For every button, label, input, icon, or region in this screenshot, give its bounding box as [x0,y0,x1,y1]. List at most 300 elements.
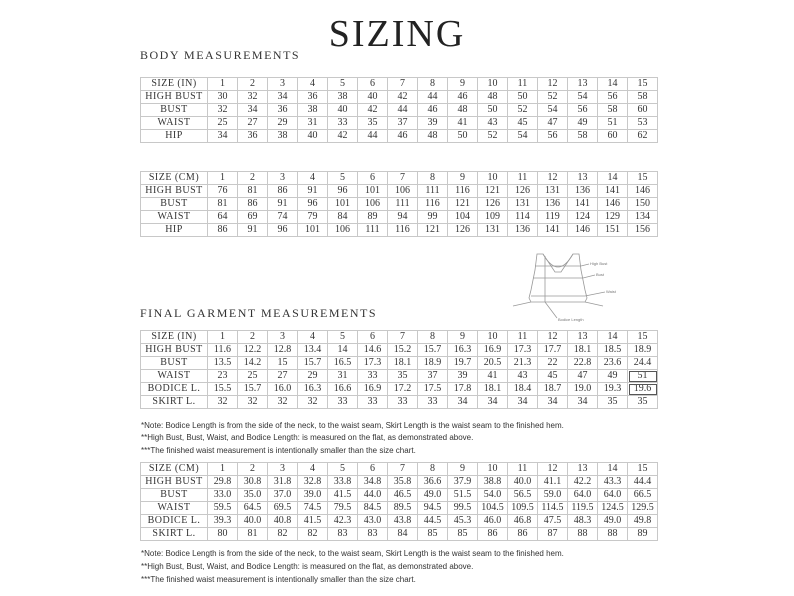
size-header-cell: 1 [208,172,238,185]
value-cell: 39 [448,370,478,383]
size-header-cell: 14 [598,172,628,185]
value-cell: 43.3 [598,476,628,489]
note-flat-measurement-cm: **High Bust, Bust, Waist, and Bodice Length: is measured on the flat, as demonstrated above. [141,562,474,571]
value-cell: 58 [628,91,658,104]
table-row [141,476,658,489]
value-cell: 15 [268,357,298,370]
page-title: SIZING [328,13,466,55]
value-cell: 64.0 [568,489,598,502]
size-header-cell: 12 [538,331,568,344]
value-cell: 116 [448,185,478,198]
value-cell: 15.7 [298,357,328,370]
value-cell: 101 [298,224,328,237]
value-cell: 88 [568,528,598,541]
value-cell: 32 [208,104,238,117]
value-cell: 48.3 [568,515,598,528]
value-cell: 76 [208,185,238,198]
value-cell: 16.6 [328,383,358,396]
value-cell: 52 [478,130,508,143]
value-cell: 37.9 [448,476,478,489]
value-cell: 36 [238,130,268,143]
final-garment-inches-table [140,330,658,409]
value-cell: 32 [208,396,238,409]
value-cell: 39.0 [298,489,328,502]
value-cell: 62 [628,130,658,143]
value-cell: 85 [448,528,478,541]
value-cell: 35 [598,396,628,409]
size-header-cell: 8 [418,172,448,185]
value-cell: 83 [358,528,388,541]
value-cell: 15.2 [388,344,418,357]
value-cell: 69 [238,211,268,224]
size-header-cell: 2 [238,331,268,344]
value-cell: 52 [538,91,568,104]
value-cell: 48 [478,91,508,104]
note-bodice-length-cm: *Note: Bodice Length is from the side of the neck, to the waist seam, Skirt Length is the waist seam to the finished hem. [141,549,564,558]
size-header-cell: 13 [568,463,598,476]
row-label-cell: WAIST [141,370,208,383]
value-cell: 46.8 [508,515,538,528]
size-header-cell: 11 [508,331,538,344]
value-cell: 42 [388,91,418,104]
value-cell: 41.5 [328,489,358,502]
value-cell: 89 [358,211,388,224]
row-label-cell: HIGH BUST [141,344,208,357]
diagram-label-bodice-length: Bodice Length [558,317,584,322]
value-cell: 38.8 [478,476,508,489]
value-cell: 36 [268,104,298,117]
value-cell: 124 [568,211,598,224]
value-cell: 49.0 [598,515,628,528]
value-cell: 84 [328,211,358,224]
value-cell: 23.6 [598,357,628,370]
value-cell: 131 [478,224,508,237]
value-cell: 35 [358,117,388,130]
value-cell: 51.5 [448,489,478,502]
value-cell: 24.4 [628,357,658,370]
value-cell: 32 [238,396,268,409]
size-header-cell: 9 [448,463,478,476]
value-cell: 46.0 [478,515,508,528]
value-cell: 16.5 [328,357,358,370]
table-row [141,344,658,357]
size-header-cell: 1 [208,463,238,476]
value-cell: 25 [238,370,268,383]
row-label-cell: BODICE L. [141,515,208,528]
value-cell: 34.8 [358,476,388,489]
value-cell: 34 [448,396,478,409]
value-cell: 64 [208,211,238,224]
value-cell: 89.5 [388,502,418,515]
value-cell: 69.5 [268,502,298,515]
value-cell: 31 [298,117,328,130]
value-cell: 48 [418,130,448,143]
value-cell: 87 [538,528,568,541]
value-cell: 94 [388,211,418,224]
value-cell: 18.1 [568,344,598,357]
value-cell: 59.0 [538,489,568,502]
value-cell: 58 [568,130,598,143]
value-cell: 46 [418,104,448,117]
value-cell: 18.7 [538,383,568,396]
size-header-cell: 6 [358,172,388,185]
size-header-cell: 10 [478,172,508,185]
value-cell: 126 [508,185,538,198]
value-cell: 49.0 [418,489,448,502]
value-cell: 43 [508,370,538,383]
value-cell: 23 [208,370,238,383]
note-bodice-length: *Note: Bodice Length is from the side of the neck, to the waist seam, Skirt Length is the waist seam to the finished hem. [141,421,564,430]
value-cell: 16.3 [448,344,478,357]
row-label-cell: HIGH BUST [141,91,208,104]
table-row [141,515,658,528]
table-row [141,185,658,198]
value-cell: 42.2 [568,476,598,489]
value-cell: 84 [388,528,418,541]
value-cell: 45 [538,370,568,383]
value-cell: 33 [418,396,448,409]
size-header-cell: 11 [508,463,538,476]
value-cell: 31.8 [268,476,298,489]
value-cell: 94.5 [418,502,448,515]
row-label-cell: SKIRT L. [141,396,208,409]
value-cell: 41 [448,117,478,130]
value-cell: 56 [568,104,598,117]
value-cell: 44 [358,130,388,143]
value-cell: 119 [538,211,568,224]
value-cell: 15.7 [418,344,448,357]
value-cell: 111 [358,224,388,237]
value-cell: 40.0 [238,515,268,528]
value-cell: 39.3 [208,515,238,528]
value-cell: 17.3 [508,344,538,357]
value-cell: 33.8 [328,476,358,489]
size-header-cell: 7 [388,463,418,476]
value-cell: 38 [268,130,298,143]
value-cell: 43 [478,117,508,130]
value-cell: 85 [418,528,448,541]
value-cell: 129.5 [628,502,658,515]
value-cell: 38 [328,91,358,104]
value-cell: 91 [298,185,328,198]
value-cell: 14.6 [358,344,388,357]
value-cell: 25 [208,117,238,130]
size-header-cell: 10 [478,331,508,344]
value-cell: 81 [238,528,268,541]
value-cell: 18.9 [418,357,448,370]
table-header-row [141,463,658,476]
size-header-cell: 5 [328,331,358,344]
value-cell: 40 [298,130,328,143]
value-cell: 30 [208,91,238,104]
value-cell: 59.5 [208,502,238,515]
value-cell: 101 [328,198,358,211]
value-cell: 86 [478,528,508,541]
value-cell: 36.6 [418,476,448,489]
table-row [141,104,658,117]
value-cell: 96 [298,198,328,211]
value-cell: 146 [598,198,628,211]
value-cell: 19.3 [598,383,628,396]
value-cell: 31 [328,370,358,383]
value-cell: 17.8 [448,383,478,396]
value-cell: 32 [268,396,298,409]
value-cell: 121 [448,198,478,211]
value-cell: 16.9 [478,344,508,357]
bodice-measurement-diagram [505,250,645,325]
row-label-cell: BUST [141,489,208,502]
body-measurements-heading: BODY MEASUREMENTS [140,48,301,62]
final-garment-cm-table [140,462,658,541]
value-cell: 54.0 [478,489,508,502]
size-header-cell: 9 [448,172,478,185]
row-label-cell: BUST [141,357,208,370]
value-cell: 27 [268,370,298,383]
table-row [141,224,658,237]
value-cell: 86 [508,528,538,541]
value-cell: 64.0 [598,489,628,502]
high-bust-leader [581,264,589,266]
size-header-cell: 9 [448,78,478,91]
size-header-cell: 5 [328,463,358,476]
value-cell: 41 [478,370,508,383]
value-cell: 17.7 [538,344,568,357]
table-row [141,396,658,409]
value-cell: 47 [568,370,598,383]
table-row [141,117,658,130]
value-cell: 79 [298,211,328,224]
size-header-cell: 7 [388,172,418,185]
value-cell: 119.5 [568,502,598,515]
value-cell: 136 [538,198,568,211]
value-cell: 60 [598,130,628,143]
size-header-cell: 3 [268,78,298,91]
size-header-cell: 12 [538,172,568,185]
value-cell: 79.5 [328,502,358,515]
value-cell: 96 [268,224,298,237]
value-cell: 17.5 [418,383,448,396]
value-cell: 106 [328,224,358,237]
value-cell: 44.0 [358,489,388,502]
value-cell: 14 [328,344,358,357]
row-label-cell: BODICE L. [141,383,208,396]
size-header-cell: 12 [538,463,568,476]
size-header-cell: 4 [298,463,328,476]
table-row [141,383,658,396]
value-cell: 33 [358,370,388,383]
value-cell: 33 [388,396,418,409]
value-cell: 81 [208,198,238,211]
bodice-length-leader [545,302,557,318]
value-cell: 151 [598,224,628,237]
value-cell: 46 [388,130,418,143]
row-label-cell: SIZE (CM) [141,463,208,476]
value-cell: 35.0 [238,489,268,502]
size-header-cell: 9 [448,331,478,344]
value-cell: 34 [568,396,598,409]
value-cell: 109.5 [508,502,538,515]
size-header-cell: 15 [628,172,658,185]
value-cell: 43.8 [388,515,418,528]
value-cell: 141 [538,224,568,237]
value-cell: 19.7 [448,357,478,370]
value-cell: 50 [508,91,538,104]
size-header-cell: 3 [268,172,298,185]
value-cell: 51 [628,370,658,383]
size-header-cell: 14 [598,463,628,476]
note-flat-measurement: **High Bust, Bust, Waist, and Bodice Length: is measured on the flat, as demonstrated above. [141,433,474,442]
row-label-cell: SIZE (CM) [141,172,208,185]
value-cell: 53 [628,117,658,130]
value-cell: 42 [328,130,358,143]
value-cell: 82 [298,528,328,541]
value-cell: 34 [268,91,298,104]
row-label-cell: HIP [141,130,208,143]
value-cell: 41.5 [298,515,328,528]
bodice-neckline [543,254,573,267]
value-cell: 136 [568,185,598,198]
value-cell: 131 [508,198,538,211]
value-cell: 116 [388,224,418,237]
value-cell: 56.5 [508,489,538,502]
value-cell: 51 [598,117,628,130]
value-cell: 33 [358,396,388,409]
value-cell: 40.8 [268,515,298,528]
row-label-cell: HIP [141,224,208,237]
size-header-cell: 4 [298,78,328,91]
value-cell: 32.8 [298,476,328,489]
value-cell: 34 [538,396,568,409]
value-cell: 43.0 [358,515,388,528]
value-cell: 104.5 [478,502,508,515]
value-cell: 134 [628,211,658,224]
value-cell: 146 [568,224,598,237]
size-header-cell: 7 [388,331,418,344]
value-cell: 16.9 [358,383,388,396]
value-cell: 38 [298,104,328,117]
value-cell: 82 [268,528,298,541]
value-cell: 42.3 [328,515,358,528]
value-cell: 15.7 [238,383,268,396]
table-row [141,211,658,224]
size-header-cell: 2 [238,78,268,91]
size-header-cell: 13 [568,331,598,344]
value-cell: 111 [418,185,448,198]
value-cell: 14.2 [238,357,268,370]
value-cell: 45.3 [448,515,478,528]
value-cell: 54 [568,91,598,104]
value-cell: 50 [478,104,508,117]
value-cell: 16.0 [268,383,298,396]
value-cell: 104 [448,211,478,224]
value-cell: 56 [538,130,568,143]
value-cell: 126 [478,198,508,211]
value-cell: 20.5 [478,357,508,370]
value-cell: 80 [208,528,238,541]
row-label-cell: BUST [141,104,208,117]
size-header-cell: 10 [478,463,508,476]
table-row [141,528,658,541]
table-row [141,502,658,515]
row-label-cell: HIGH BUST [141,185,208,198]
value-cell: 146 [628,185,658,198]
note-waist-cm: ***The finished waist measurement is intentionally smaller than the size chart. [141,575,416,584]
value-cell: 40.0 [508,476,538,489]
size-header-cell: 8 [418,463,448,476]
value-cell: 106 [358,198,388,211]
value-cell: 50 [448,130,478,143]
value-cell: 35 [388,370,418,383]
size-header-cell: 10 [478,78,508,91]
size-header-cell: 5 [328,78,358,91]
value-cell: 29.8 [208,476,238,489]
value-cell: 141 [568,198,598,211]
value-cell: 33 [328,396,358,409]
value-cell: 34 [508,396,538,409]
value-cell: 22 [538,357,568,370]
size-header-cell: 6 [358,463,388,476]
size-header-cell: 13 [568,78,598,91]
value-cell: 30.8 [238,476,268,489]
table-header-row [141,78,658,91]
value-cell: 40 [358,91,388,104]
value-cell: 35.8 [388,476,418,489]
value-cell: 54 [538,104,568,117]
value-cell: 27 [238,117,268,130]
skirt-hint-left [513,302,531,306]
waist-leader [585,292,605,296]
value-cell: 37.0 [268,489,298,502]
value-cell: 114 [508,211,538,224]
size-header-cell: 14 [598,331,628,344]
value-cell: 106 [388,185,418,198]
value-cell: 18.1 [388,357,418,370]
value-cell: 17.3 [358,357,388,370]
value-cell: 35 [628,396,658,409]
value-cell: 74 [268,211,298,224]
value-cell: 34 [478,396,508,409]
diagram-label-high-bust: High Bust [590,261,608,266]
value-cell: 129 [598,211,628,224]
value-cell: 81 [238,185,268,198]
table-row [141,91,658,104]
size-header-cell: 1 [208,78,238,91]
value-cell: 42 [358,104,388,117]
value-cell: 37 [418,370,448,383]
body-measurements-cm-table [140,171,658,237]
size-header-cell: 2 [238,463,268,476]
skirt-hint-right [585,302,603,306]
value-cell: 15.5 [208,383,238,396]
bust-leader [583,275,595,278]
value-cell: 18.9 [628,344,658,357]
table-row [141,198,658,211]
value-cell: 49.8 [628,515,658,528]
size-header-cell: 15 [628,331,658,344]
value-cell: 86 [238,198,268,211]
row-label-cell: WAIST [141,211,208,224]
value-cell: 74.5 [298,502,328,515]
value-cell: 44 [388,104,418,117]
value-cell: 99 [418,211,448,224]
value-cell: 156 [628,224,658,237]
value-cell: 58 [598,104,628,117]
value-cell: 121 [478,185,508,198]
value-cell: 136 [508,224,538,237]
size-header-cell: 4 [298,172,328,185]
row-label-cell: SIZE (IN) [141,78,208,91]
size-header-cell: 8 [418,331,448,344]
